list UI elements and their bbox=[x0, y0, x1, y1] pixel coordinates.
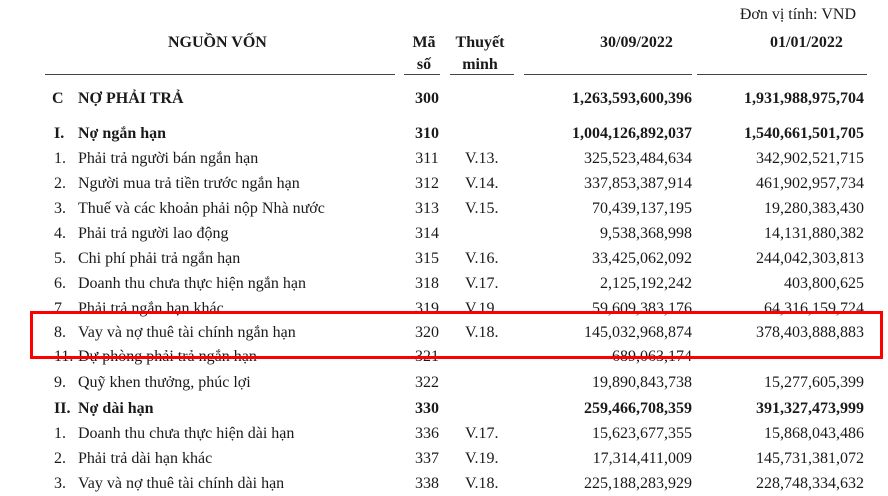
header-source: NGUỒN VỐN bbox=[168, 34, 267, 51]
row-label: Vay và nợ thuê tài chính dài hạn bbox=[78, 475, 285, 492]
row-value-period2: 145,731,381,072 bbox=[756, 450, 864, 467]
row-value-period1: 2,125,192,242 bbox=[600, 275, 692, 292]
unit-note: Đơn vị tính: VND bbox=[739, 6, 856, 23]
row-value-period1: 1,004,126,892,037 bbox=[572, 125, 692, 142]
row-note: V.18. bbox=[465, 475, 499, 492]
row-value-period2: - bbox=[858, 348, 864, 365]
row-value-period1: 325,523,484,634 bbox=[584, 150, 692, 167]
header-rule-source bbox=[45, 74, 395, 75]
row-label: NỢ PHẢI TRẢ bbox=[78, 90, 184, 107]
row-number: 4. bbox=[54, 225, 66, 242]
table-row bbox=[0, 396, 888, 421]
row-value-period2: 15,277,605,399 bbox=[764, 374, 864, 391]
row-value-period2: 14,131,880,382 bbox=[764, 225, 864, 242]
table-row bbox=[0, 246, 888, 271]
row-label: Phải trả người lao động bbox=[78, 225, 229, 242]
row-number: I. bbox=[54, 125, 65, 142]
header-period2: 01/01/2022 bbox=[770, 34, 843, 51]
row-value-period2: 391,327,473,999 bbox=[756, 400, 864, 417]
row-number: 6. bbox=[54, 275, 66, 292]
row-code: 300 bbox=[415, 90, 439, 107]
row-value-period2: 342,902,521,715 bbox=[756, 150, 864, 167]
row-value-period1: 337,853,387,914 bbox=[584, 175, 692, 192]
row-code: 313 bbox=[415, 200, 439, 217]
table-row bbox=[0, 196, 888, 221]
row-label: Phải trả người bán ngắn hạn bbox=[78, 150, 259, 167]
row-label: Dự phòng phải trả ngắn hạn bbox=[78, 348, 257, 365]
header-period1: 30/09/2022 bbox=[600, 34, 673, 51]
row-number: 3. bbox=[54, 475, 66, 492]
row-label: Vay và nợ thuê tài chính ngắn hạn bbox=[78, 324, 296, 341]
row-label: Doanh thu chưa thực hiện ngắn hạn bbox=[78, 275, 306, 292]
table-row bbox=[0, 471, 888, 496]
row-code: 330 bbox=[415, 400, 439, 417]
row-value-period1: 59,609,383,176 bbox=[592, 300, 692, 317]
row-label: Người mua trả tiền trước ngắn hạn bbox=[78, 175, 300, 192]
row-value-period2: 461,902,957,734 bbox=[756, 175, 864, 192]
row-note: V.14. bbox=[465, 175, 499, 192]
row-number: 2. bbox=[54, 175, 66, 192]
row-code: 312 bbox=[415, 175, 439, 192]
row-value-period1: 9,538,368,998 bbox=[600, 225, 692, 242]
row-value-period2: 64,316,159,724 bbox=[764, 300, 864, 317]
row-value-period2: 378,403,888,883 bbox=[756, 324, 864, 341]
row-code: 321 bbox=[415, 348, 439, 365]
row-label: Nợ dài hạn bbox=[78, 400, 154, 417]
row-value-period2: 1,931,988,975,704 bbox=[744, 90, 864, 107]
row-value-period2: 403,800,625 bbox=[784, 275, 864, 292]
row-label: Phải trả dài hạn khác bbox=[78, 450, 213, 467]
header-note bbox=[446, 32, 514, 76]
row-label: Chi phí phải trả ngắn hạn bbox=[78, 250, 241, 267]
row-code: 336 bbox=[415, 425, 439, 442]
row-number: II. bbox=[54, 400, 71, 417]
row-note: V.15. bbox=[465, 200, 499, 217]
row-code: 319 bbox=[415, 300, 439, 317]
row-number: 3. bbox=[54, 200, 66, 217]
row-label: Thuế và các khoản phải nộp Nhà nước bbox=[78, 200, 325, 217]
row-label: Nợ ngắn hạn bbox=[78, 125, 167, 142]
header-code-line1: Mã bbox=[412, 34, 436, 51]
row-value-period2: 228,748,334,632 bbox=[756, 475, 864, 492]
row-number: 2. bbox=[54, 450, 66, 467]
header-rule-code bbox=[404, 74, 440, 75]
header-rule-period1 bbox=[524, 74, 692, 75]
row-code: 320 bbox=[415, 324, 439, 341]
row-value-period2: 15,868,043,486 bbox=[764, 425, 864, 442]
row-value-period1: 33,425,062,092 bbox=[592, 250, 692, 267]
row-value-period1: 17,314,411,009 bbox=[592, 450, 692, 467]
row-code: 318 bbox=[415, 275, 439, 292]
row-note: V.17. bbox=[465, 275, 499, 292]
row-note: V.18. bbox=[465, 324, 499, 341]
row-note: V.16. bbox=[465, 250, 499, 267]
header-note-line2: minh bbox=[462, 56, 498, 73]
row-value-period1: 19,890,843,738 bbox=[592, 374, 692, 391]
row-code: 322 bbox=[415, 374, 439, 391]
row-number: 8. bbox=[54, 324, 66, 341]
row-number: C bbox=[52, 90, 64, 107]
row-label: Quỹ khen thưởng, phúc lợi bbox=[78, 374, 251, 391]
row-number: 11. bbox=[54, 348, 74, 365]
row-code: 337 bbox=[415, 450, 439, 467]
row-note: V.17. bbox=[465, 425, 499, 442]
row-code: 310 bbox=[415, 125, 439, 142]
row-value-period2: 1,540,661,501,705 bbox=[744, 125, 864, 142]
highlight-box bbox=[30, 311, 883, 359]
table-row bbox=[0, 221, 888, 246]
row-value-period1: 70,439,137,195 bbox=[592, 200, 692, 217]
row-note: V.13. bbox=[465, 150, 499, 167]
row-code: 311 bbox=[415, 150, 439, 167]
row-number: 1. bbox=[54, 150, 66, 167]
row-value-period1: 689,063,174 bbox=[612, 348, 692, 365]
row-value-period2: 244,042,303,813 bbox=[756, 250, 864, 267]
row-number: 5. bbox=[54, 250, 66, 267]
row-value-period1: 145,032,968,874 bbox=[584, 324, 692, 341]
row-number: 7. bbox=[54, 300, 66, 317]
header-rule-period2 bbox=[697, 74, 867, 75]
header-note-line1: Thuyết bbox=[455, 34, 505, 51]
table-row bbox=[0, 171, 888, 196]
row-number: 9. bbox=[54, 374, 66, 391]
header-code bbox=[404, 32, 444, 76]
row-label: Phải trả ngắn hạn khác bbox=[78, 300, 224, 317]
row-value-period1: 225,188,283,929 bbox=[584, 475, 692, 492]
table-row bbox=[0, 86, 888, 111]
row-value-period2: 19,280,383,430 bbox=[764, 200, 864, 217]
row-value-period1: 15,623,677,355 bbox=[592, 425, 692, 442]
row-code: 315 bbox=[415, 250, 439, 267]
table-row bbox=[0, 421, 888, 446]
table-row bbox=[0, 271, 888, 296]
table-row bbox=[0, 121, 888, 146]
row-label: Doanh thu chưa thực hiện dài hạn bbox=[78, 425, 295, 442]
row-value-period1: 1,263,593,600,396 bbox=[572, 90, 692, 107]
header-code-line2: số bbox=[416, 56, 432, 73]
row-number: 1. bbox=[54, 425, 66, 442]
row-value-period1: 259,466,708,359 bbox=[584, 400, 692, 417]
row-note: V.19. bbox=[465, 300, 499, 317]
table-row bbox=[0, 146, 888, 171]
row-note: V.19. bbox=[465, 450, 499, 467]
table-row bbox=[0, 446, 888, 471]
row-code: 338 bbox=[415, 475, 439, 492]
row-code: 314 bbox=[415, 225, 439, 242]
table-row bbox=[0, 370, 888, 395]
header-rule-note bbox=[450, 74, 514, 75]
